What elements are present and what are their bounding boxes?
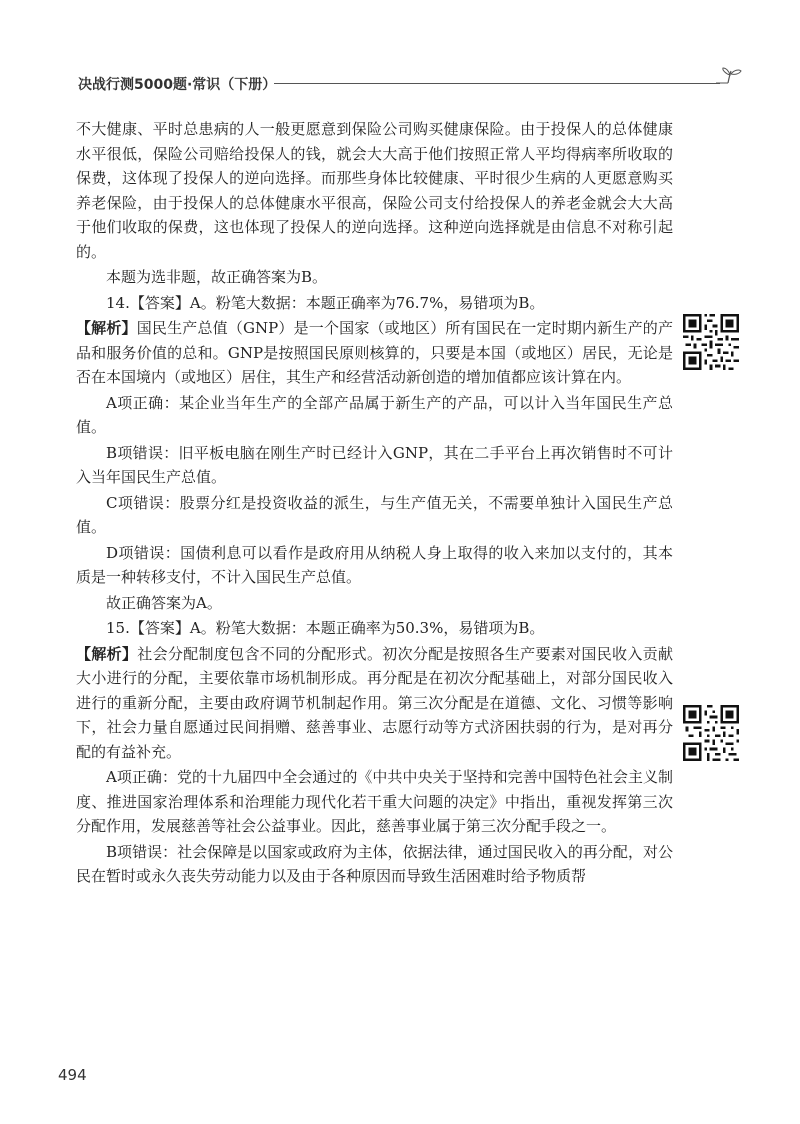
page-content	[76, 117, 673, 889]
qr-code-icon[interactable]	[683, 314, 739, 370]
q14-option-a: A项正确：某企业当年生产的全部产品属于新生产的产品，可以计入当年国民生产总值。	[76, 393, 673, 436]
q15-answer	[76, 616, 673, 641]
q13-conclusion: 本题为选非题，故正确答案为B。	[106, 268, 328, 286]
sprout-icon	[714, 66, 744, 92]
q14-option-d: D项错误：国债利息可以看作是政府用从纳税人身上取得的收入来加以支付的，其本质是一种转移支付，不计入国民生产总值。	[76, 543, 673, 586]
header-title: 决战行测5000题·常识（下册）	[78, 77, 277, 93]
q14-answer	[76, 291, 673, 316]
q15-option-b: B项错误：社会保障是以国家或政府为主体，依据法律，通过国民收入的再分配，对公民在暂时或永久丧失劳动能力以及由于各种原因而导致生活困难时给予物质帮	[76, 842, 673, 885]
q14-answer-label: 14.【答案】	[106, 293, 190, 312]
q15-analysis	[76, 642, 673, 765]
q15-analysis-label: 【解析】	[76, 644, 138, 663]
page-header	[68, 66, 748, 96]
q15-analysis-text: 社会分配制度包含不同的分配形式。初次分配是按照各生产要素对国民收入贡献大小进行的分配，主要依靠市场机制形成。再分配是在初次分配基础上，对部分国民收入进行的重新分配，主要由政府调节机制起作用。第三次分配是在道德、文化、习惯等影响下，社会力量自愿通过民间捐赠、慈善事业、志愿行动等方式济困扶弱的行为，是对再分配的有益补充。	[76, 644, 673, 761]
q14-option-b: B项错误：旧平板电脑在刚生产时已经计入GNP，其在二手平台上再次销售时不可计入当年国民生产总值。	[76, 443, 673, 486]
q14-analysis-label: 【解析】	[76, 319, 137, 337]
qr-code-icon[interactable]	[683, 705, 739, 761]
q14-analysis	[76, 316, 673, 390]
q14-analysis-text: 国民生产总值（GNP）是一个国家（或地区）所有国民在一定时期内新生产的产品和服务价值的总和。GNP是按照国民原则核算的，只要是本国（或地区）居民，无论是否在本国境内（或地区）居住，其生产和经营活动新创造的增加值都应该计算在内。	[76, 319, 673, 386]
q14-answer-text: A。粉笔大数据：本题正确率为76.7%，易错项为B。	[189, 293, 545, 312]
header-divider	[274, 83, 720, 84]
q15-answer-text: A。粉笔大数据：本题正确率为50.3%，易错项为B。	[189, 619, 545, 637]
continuation-paragraph: 不大健康、平时总患病的人一般更愿意到保险公司购买健康保险。由于投保人的总体健康水平很低，保险公司赔给投保人的钱，就会大大高于他们按照正常人平均得病率所收取的保费，这体现了投保人的逆向选择。而那些身体比较健康、平时很少生病的人更愿意购买养老保险，由于投保人的总体健康水平很高，保险公司支付给投保人的养老金就会大大高于他们收取的保费，这也体现了投保人的逆向选择。这种逆向选择就是由信息不对称引起的。	[76, 120, 673, 261]
q14-option-c: C项错误：股票分红是投资收益的派生，与生产值无关，不需要单独计入国民生产总值。	[76, 493, 673, 536]
q15-option-a: A项正确：党的十九届四中全会通过的《中共中央关于坚持和完善中国特色社会主义制度、推进国家治理体系和治理能力现代化若干重大问题的决定》中指出，重视发挥第三次分配作用，发展慈善等社会公益事业。因此，慈善事业属于第三次分配手段之一。	[76, 768, 673, 835]
q15-answer-label: 15.【答案】	[106, 619, 190, 637]
q14-conclusion: 故正确答案为A。	[106, 593, 222, 612]
page-number: 494	[58, 1066, 87, 1084]
